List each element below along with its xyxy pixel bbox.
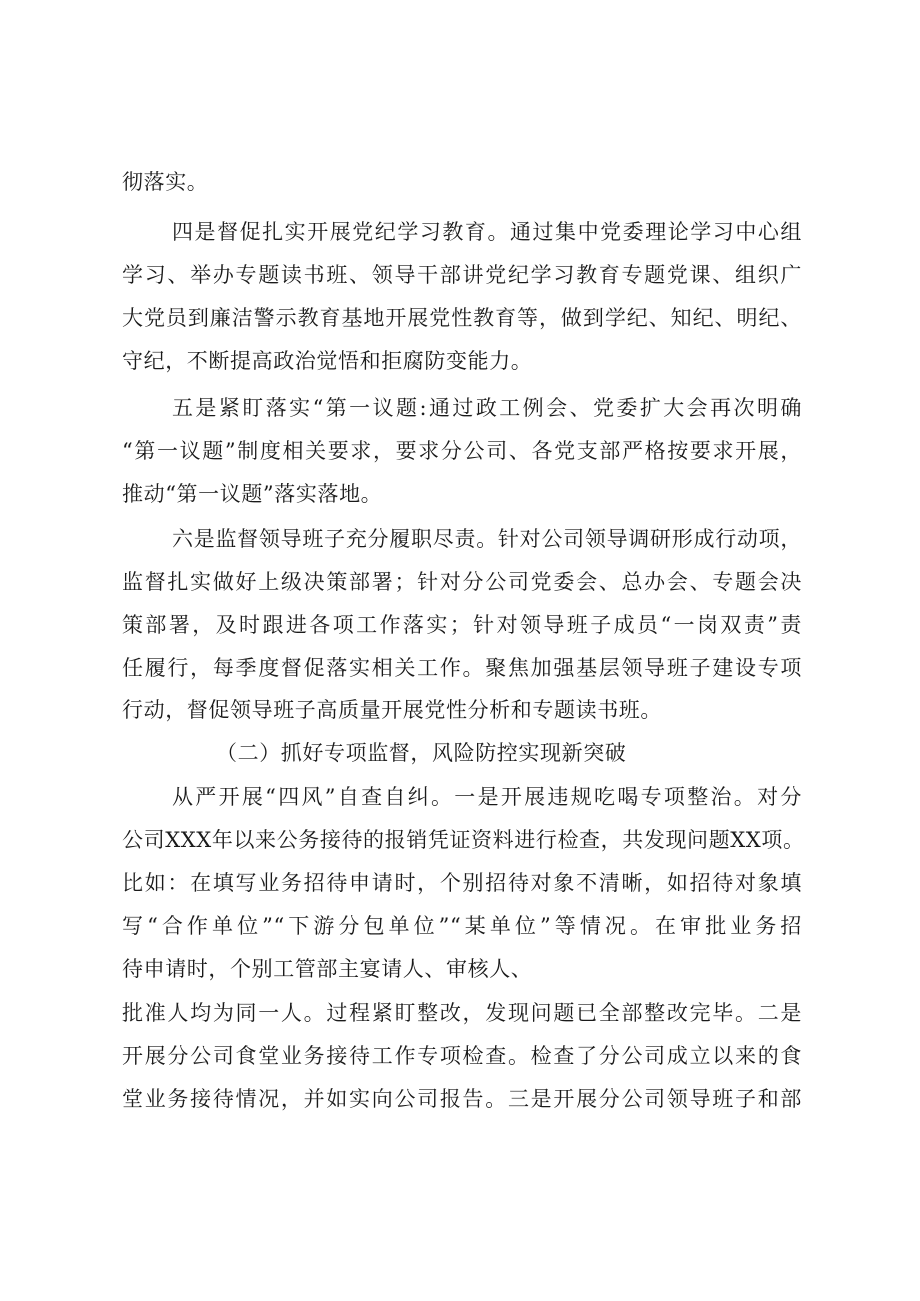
text-line: 策部署，及时跟进各项工作落实；针对领导班子成员“一岗双责”责	[122, 613, 802, 637]
text-line: 推动“第一议题”落实落地。	[122, 482, 383, 506]
text-line: 待申请时，个别工管部主宴请人、审核人、	[122, 957, 533, 981]
text-line: 学习、举办专题读书班、领导干部讲党纪学习教育专题党课、组织广	[122, 263, 802, 287]
text-line: 守纪，不断提高政治觉悟和拒腐防变能力。	[122, 349, 533, 373]
text-line: 四是督促扎实开展党纪学习教育。通过集中党委理论学习中心组	[172, 220, 802, 244]
text-line: 开展分公司食堂业务接待工作专项检查。检查了分公司成立以来的食	[122, 1044, 802, 1068]
text-line: 批准人均为同一人。过程紧盯整改，发现问题已全部整改完毕。二是	[122, 1001, 802, 1025]
text-line: 彻落实。	[122, 170, 209, 194]
text-line: 五是紧盯落实“第一议题:通过政工例会、党委扩大会再次明确	[172, 396, 802, 420]
text-line: 大党员到廉洁警示教育基地开展党性教育等，做到学纪、知纪、明纪、	[122, 306, 802, 330]
text-line: “第一议题”制度相关要求，要求分公司、各党支部严格按要求开展，	[122, 439, 802, 463]
text-line: 从严开展“四风”自查自纠。一是开展违规吃喝专项整治。对分	[172, 785, 802, 809]
text-line: 比如：在填写业务招待申请时，个别招待对象不清晰，如招待对象填	[122, 871, 802, 895]
section-heading: （二）抓好专项监督，风险防控实现新突破	[216, 741, 627, 765]
text-line: 行动，督促领导班子高质量开展党性分析和专题读书班。	[122, 698, 662, 722]
text-line: 六是监督领导班子充分履职尽责。针对公司领导调研形成行动项，	[172, 527, 802, 551]
text-line: 堂业务接待情况，并如实向公司报告。三是开展分公司领导班子和部	[122, 1087, 802, 1111]
text-line: 写“合作单位”“下游分包单位”“某单位”等情况。在审批业务招	[122, 914, 802, 938]
text-line: 任履行，每季度督促落实相关工作。聚焦加强基层领导班子建设专项	[122, 656, 802, 680]
text-line: 监督扎实做好上级决策部署；针对分公司党委会、总办会、专题会决	[122, 570, 802, 594]
text-line: 公司XXX年以来公务接待的报销凭证资料进行检查，共发现问题XX项。	[122, 828, 805, 852]
